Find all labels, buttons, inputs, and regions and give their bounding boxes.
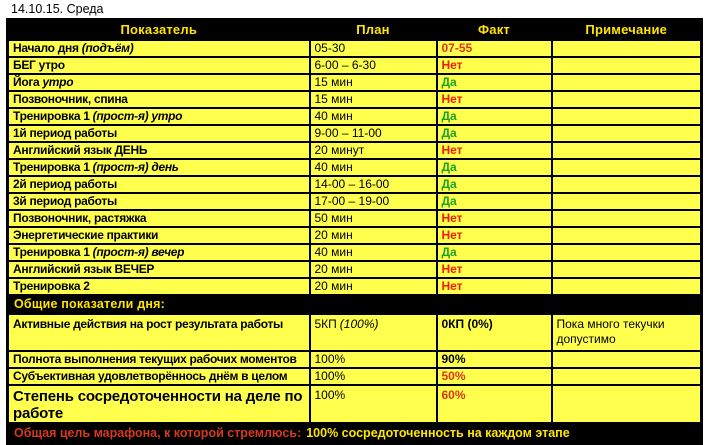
- note-cell: [552, 142, 702, 159]
- fact-value: 60%: [441, 387, 466, 402]
- indicator-label-italic: (прост-я) утро: [92, 109, 183, 123]
- schedule-row: [8, 210, 702, 227]
- summary-row: [8, 368, 702, 385]
- note-cell: [552, 193, 702, 210]
- fact-value: Нет: [441, 262, 463, 276]
- schedule-row: [8, 57, 702, 74]
- schedule-row: [8, 159, 702, 176]
- plan-cell: 14-00 – 16-00: [310, 176, 437, 193]
- fact-cell: [437, 227, 552, 244]
- plan-cell: 20 минут: [310, 142, 437, 159]
- plan-cell: 20 мин: [310, 261, 437, 278]
- fact-cell: [437, 176, 552, 193]
- indicator-label: Английский язык ВЕЧЕР: [13, 262, 155, 276]
- indicator-label: Английский язык ДЕНЬ: [13, 143, 148, 157]
- goal-label: Общая цель марафона, к которой стремлюсь:: [14, 425, 302, 440]
- fact-cell: [437, 261, 552, 278]
- fact-value: Да: [441, 160, 457, 174]
- indicator-cell: [8, 193, 310, 210]
- plan-cell: 9-00 – 11-00: [310, 125, 437, 142]
- col-header-note: Примечание: [552, 20, 702, 40]
- fact-value: Нет: [441, 143, 463, 157]
- indicator-cell: [8, 57, 310, 74]
- fact-cell: [437, 278, 552, 295]
- plan-value-italic: (100%): [339, 316, 379, 331]
- plan-cell: 15 мин: [310, 74, 437, 91]
- schedule-row: [8, 108, 702, 125]
- fact-cell: [437, 210, 552, 227]
- section-header-label: Общие показатели дня:: [8, 295, 702, 314]
- header-row: [8, 20, 702, 40]
- indicator-label: Тренировка 1: [13, 245, 90, 259]
- fact-cell: [437, 159, 552, 176]
- indicator-label-italic: (подъём): [81, 41, 134, 55]
- fact-cell: [437, 125, 552, 142]
- indicator-label: Тренировка 1: [13, 109, 90, 123]
- schedule-row: [8, 176, 702, 193]
- indicator-label: Энергетические практики: [13, 228, 159, 242]
- indicator-cell: Степень сосредоточенности на деле по работе: [8, 385, 310, 424]
- fact-value: Нет: [441, 211, 463, 225]
- indicator-cell: [8, 227, 310, 244]
- plan-value: 100%: [314, 369, 346, 383]
- schedule-row: [8, 227, 702, 244]
- schedule-row: [8, 91, 702, 108]
- fact-cell: [437, 314, 552, 351]
- schedule-row: [8, 125, 702, 142]
- note-cell: [552, 261, 702, 278]
- indicator-label: Йога: [13, 75, 40, 89]
- indicator-cell: [8, 176, 310, 193]
- summary-row-emphasized: [8, 385, 702, 424]
- indicator-cell: [8, 108, 310, 125]
- note-cell: [552, 278, 702, 295]
- indicator-cell: [8, 74, 310, 91]
- schedule-row: [8, 74, 702, 91]
- note-cell: [552, 91, 702, 108]
- plan-cell: [310, 385, 437, 424]
- indicator-label: Позвоночник, спина: [13, 92, 128, 106]
- fact-value: Нет: [441, 279, 463, 293]
- plan-cell: [310, 368, 437, 385]
- indicator-cell: Субъективная удовлетворённось днём в целом: [8, 368, 310, 385]
- plan-cell: 40 мин: [310, 159, 437, 176]
- goal-footer-cell: [8, 423, 702, 443]
- goal-value: 100% сосредоточенность на каждом этапе: [306, 425, 570, 440]
- schedule-row: [8, 142, 702, 159]
- indicator-label: 2й период работы: [13, 177, 117, 191]
- fact-cell: [437, 142, 552, 159]
- indicator-cell: Активные действия на рост результата работы: [8, 314, 310, 351]
- plan-cell: 05-30: [310, 40, 437, 57]
- note-cell: [552, 108, 702, 125]
- col-header-fact: Факт: [437, 20, 552, 40]
- fact-cell: [437, 108, 552, 125]
- indicator-cell: [8, 210, 310, 227]
- note-cell: [552, 351, 702, 368]
- schedule-row: [8, 244, 702, 261]
- note-cell: [552, 159, 702, 176]
- indicator-cell: [8, 278, 310, 295]
- plan-value: 100%: [314, 352, 346, 366]
- note-cell: [552, 210, 702, 227]
- indicator-label-italic: (прост-я) вечер: [92, 245, 185, 259]
- plan-cell: 40 мин: [310, 108, 437, 125]
- note-cell: [552, 57, 702, 74]
- fact-cell: [437, 385, 552, 424]
- plan-cell: 17-00 – 19-00: [310, 193, 437, 210]
- note-cell: Пока много текучки допустимо: [552, 314, 702, 351]
- plan-value: 100%: [314, 387, 346, 402]
- note-cell: [552, 74, 702, 91]
- indicator-cell: Полнота выполнения текущих рабочих моментов: [8, 351, 310, 368]
- fact-cell: [437, 193, 552, 210]
- plan-cell: [310, 351, 437, 368]
- indicator-label: Начало дня: [13, 41, 79, 55]
- note-cell: [552, 125, 702, 142]
- indicator-cell: [8, 40, 310, 57]
- note-cell: [552, 244, 702, 261]
- indicator-cell: [8, 261, 310, 278]
- indicator-cell: [8, 91, 310, 108]
- col-header-plan: План: [310, 20, 437, 40]
- sheet-title: 14.10.15. Среда: [11, 2, 104, 16]
- indicator-label: 3й период работы: [13, 194, 117, 208]
- goal-footer-row: [8, 423, 702, 443]
- schedule-row: [8, 40, 702, 57]
- fact-value: 90%: [441, 352, 466, 366]
- note-cell: [552, 40, 702, 57]
- fact-cell: [437, 74, 552, 91]
- plan-cell: 15 мин: [310, 91, 437, 108]
- indicator-cell: [8, 159, 310, 176]
- fact-value: Да: [441, 245, 457, 259]
- plan-cell: 6-00 – 6-30: [310, 57, 437, 74]
- summary-row: [8, 314, 702, 351]
- fact-value: Да: [441, 75, 457, 89]
- section-divider-row: [8, 295, 702, 314]
- plan-cell: 20 мин: [310, 227, 437, 244]
- indicator-label-italic: утро: [42, 75, 74, 89]
- schedule-row: [8, 278, 702, 295]
- summary-row: [8, 351, 702, 368]
- fact-value: Да: [441, 109, 457, 123]
- fact-value: Да: [441, 194, 457, 208]
- fact-cell: [437, 57, 552, 74]
- fact-cell: [437, 351, 552, 368]
- note-cell: [552, 368, 702, 385]
- indicator-label: Тренировка 2: [13, 279, 90, 293]
- fact-cell: [437, 91, 552, 108]
- plan-cell: [310, 314, 437, 351]
- fact-value: Нет: [441, 228, 463, 242]
- plan-cell: 40 мин: [310, 244, 437, 261]
- plan-cell: 50 мин: [310, 210, 437, 227]
- indicator-label: БЕГ утро: [13, 58, 65, 72]
- schedule-row: [8, 261, 702, 278]
- fact-value: Да: [441, 177, 457, 191]
- fact-value: 07-55: [441, 41, 473, 55]
- fact-value: Нет: [441, 58, 463, 72]
- fact-value: Нет: [441, 92, 463, 106]
- fact-cell: [437, 368, 552, 385]
- fact-value: 0КП (0%): [441, 316, 493, 331]
- daily-indicators-table: [6, 18, 703, 445]
- schedule-row: [8, 193, 702, 210]
- note-cell: [552, 385, 702, 424]
- note-cell: [552, 176, 702, 193]
- note-cell: [552, 227, 702, 244]
- indicator-label: Тренировка 1: [13, 160, 90, 174]
- plan-value: 5КП: [314, 316, 337, 331]
- indicator-cell: [8, 142, 310, 159]
- indicator-label: Позвоночник, растяжка: [13, 211, 147, 225]
- indicator-cell: [8, 125, 310, 142]
- fact-value: Да: [441, 126, 457, 140]
- fact-cell: [437, 244, 552, 261]
- fact-value: 50%: [441, 369, 466, 383]
- indicator-label-italic: (прост-я) день: [92, 160, 179, 174]
- plan-cell: 20 мин: [310, 278, 437, 295]
- indicator-label: 1й период работы: [13, 126, 117, 140]
- col-header-indicator: Показатель: [8, 20, 310, 40]
- fact-cell: [437, 40, 552, 57]
- indicator-cell: [8, 244, 310, 261]
